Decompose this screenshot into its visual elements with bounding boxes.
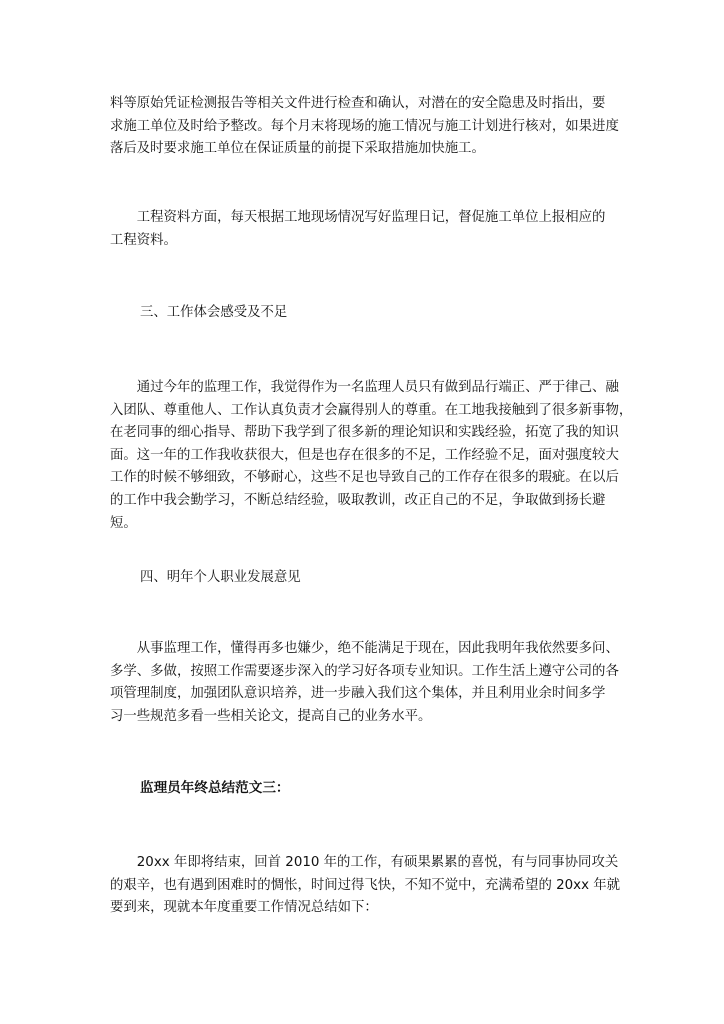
- paragraph-year-summary-intro: [110, 852, 625, 920]
- text-line: 20xx 年即将结束，回首 2010 年的工作，有硕果累累的喜悦，有与同事协同攻关: [110, 855, 619, 870]
- text-line: 习一些规范多看一些相关论文，提高自己的业务水平。: [110, 708, 432, 724]
- paragraph-career-plan: [110, 638, 625, 728]
- text-line: 通过今年的监理工作，我觉得作为一名监理人员只有做到品行端正、严于律己、融: [110, 380, 619, 395]
- text-line: 工程资料。: [110, 232, 177, 248]
- text-line: 入团队、尊重他人、工作认真负责才会赢得别人的尊重。在工地我接触到了很多新事物，: [110, 402, 633, 418]
- paragraph-inspection: [110, 93, 625, 161]
- text-line: 面。这一年的工作我收获很大，但是也存在很多的不足，工作经验不足，面对强度较大: [110, 447, 619, 463]
- section-heading-4: 四、明年个人职业发展意见: [140, 570, 301, 585]
- paragraph-engineering-records: [110, 207, 625, 252]
- text-line: 多学、多做，按照工作需要逐步深入的学习好各项专业知识。工作生活上遵守公司的各: [110, 663, 619, 679]
- text-line: 工程资料方面，每天根据工地现场情况写好监理日记，督促施工单位上报相应的: [110, 210, 606, 225]
- text-line: 短。: [110, 515, 137, 531]
- text-line: 工作的时候不够细致，不够耐心，这些不足也导致自己的工作存在很多的瑕疵。在以后: [110, 470, 619, 486]
- section-title: 监理员年终总结范文三：: [140, 780, 290, 796]
- text-line: 求施工单位及时给予整改。每个月末将现场的施工情况与施工计划进行核对，如果进度: [110, 118, 619, 134]
- text-line: 落后及时要求施工单位在保证质量的前提下采取措施加快施工。: [110, 141, 485, 157]
- text-line: 在老同事的细心指导、帮助下我学到了很多新的理论知识和实践经验，拓宽了我的知识: [110, 425, 619, 441]
- text-line: 从事监理工作，懂得再多也嫌少，绝不能满足于现在，因此我明年我依然要多问、: [110, 641, 619, 656]
- paragraph-work-experience: [110, 377, 633, 535]
- section-heading-3: 三、工作体会感受及不足: [140, 305, 288, 320]
- text-line: 要到来，现就本年度重要工作情况总结如下：: [110, 900, 378, 916]
- text-line: 的艰辛，也有遇到困难时的惆怅，时间过得飞快，不知不觉中，充满希望的 20xx 年就: [110, 877, 621, 893]
- text-line: 的工作中我会勤学习，不断总结经验，吸取教训，改正自己的不足，争取做到扬长避: [110, 492, 606, 508]
- text-line: 项管理制度，加强团队意识培养，进一步融入我们这个集体，并且利用业余时间多学: [110, 686, 606, 702]
- text-line: 料等原始凭证检测报告等相关文件进行检查和确认，对潜在的安全隐患及时指出，要: [110, 96, 606, 111]
